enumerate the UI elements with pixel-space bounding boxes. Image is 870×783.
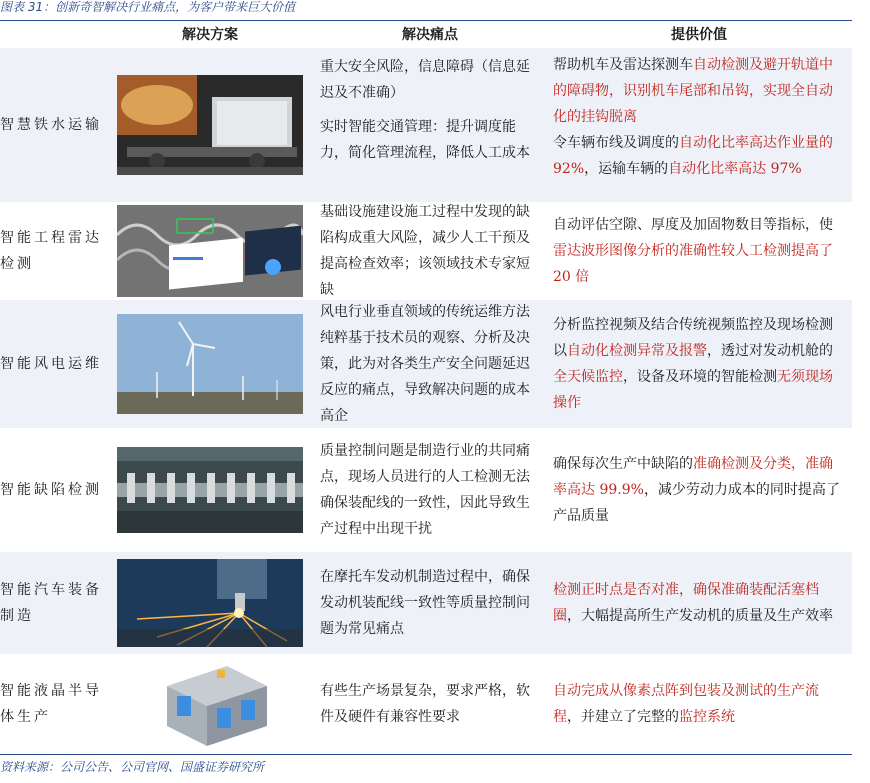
table-row xyxy=(0,48,852,202)
top-rule xyxy=(0,20,852,21)
pain-text: 质量控制问题是制造行业的共同痛点，现场人员进行的人工检测无法确保装配线的一致性，因此导致生产过程中出现干扰 xyxy=(320,443,530,537)
header-pain: 解决痛点 xyxy=(402,27,458,43)
table-row xyxy=(0,552,852,654)
solution-name: 智能风电运维 xyxy=(0,356,102,372)
header-solution: 解决方案 xyxy=(182,27,238,43)
lcd-production-machine-render xyxy=(117,656,303,752)
table-row xyxy=(0,202,852,300)
pain-text: 有些生产场景复杂，要求严格，软件及硬件有兼容性要求 xyxy=(320,683,530,725)
table-row xyxy=(0,654,852,754)
solution-name: 智能工程雷达检测 xyxy=(0,230,102,272)
solution-name: 智能缺陷检测 xyxy=(0,482,102,498)
value-text: 帮助机车及雷达探测车自动检测及避开轨道中的障碍物，识别机车尾部和吊钩，实现全自动化的挂钩脱离 令车辆布线及调度的自动化比率高达作业量的 92%，运输车辆的自动化比率高达 97% xyxy=(553,57,833,177)
value-text: 自动完成从像素点阵到包装及测试的生产流程，并建立了完整的监控系统 xyxy=(553,683,819,725)
pain-text: 重大安全风险，信息障碍（信息延迟及不准确） xyxy=(320,59,530,101)
table-row xyxy=(0,428,852,552)
pain-text: 在摩托车发动机制造过程中，确保发动机装配线一致性等质量控制问题为常见痛点 xyxy=(320,569,530,637)
value-text: 确保每次生产中缺陷的准确检测及分类，准确率高达 99.9%，减少劳动力成本的同时提高了产品质量 xyxy=(553,456,840,524)
wind-turbine-field-photo xyxy=(117,314,303,414)
pain-text: 实时智能交通管理：提升调度能力，简化管理流程，降低人工成本 xyxy=(320,119,530,161)
table-row xyxy=(0,300,852,428)
solution-name: 智能汽车装备制造 xyxy=(0,582,102,624)
assembly-line-photo xyxy=(117,447,303,533)
radar-waveform-dashboard xyxy=(117,205,303,297)
pain-text: 基础设施建设施工过程中发现的缺陷构成重大风险，减少人工干预及提高检查效率；该领域技术专家短缺 xyxy=(320,204,530,298)
header-value: 提供价值 xyxy=(671,27,727,43)
molten-iron-railcar-photo xyxy=(117,75,303,175)
solution-name: 智慧铁水运输 xyxy=(0,117,102,133)
value-text: 检测正时点是否对准，确保准确装配活塞档圈，大幅提高所生产发动机的质量及生产效率 xyxy=(553,582,833,624)
figure-caption: 图表 31：创新奇智解决行业痛点，为客户带来巨大价值 xyxy=(0,0,296,14)
pain-text: 风电行业垂直领域的传统运维方法纯粹基于技术员的观察、分析及决策，此为对各类生产安全问题延迟反应的痛点，导致解决问题的成本高企 xyxy=(320,304,530,424)
value-text: 自动评估空隙、厚度及加固物数目等指标，使雷达波形图像分析的准确性较人工检测提高了 20 倍 xyxy=(553,217,833,285)
cnc-sparks-photo xyxy=(117,559,303,647)
solution-name: 智能液晶半导体生产 xyxy=(0,683,102,725)
source-note: 资料来源：公司公告、公司官网、国盛证券研究所 xyxy=(0,760,265,774)
table-header xyxy=(0,22,852,49)
bottom-rule xyxy=(0,754,852,755)
value-text: 分析监控视频及结合传统视频监控及现场检测以自动化检测异常及报警，透过对发动机舱的全天候监控，设备及环境的智能检测无须现场操作 xyxy=(553,317,833,411)
